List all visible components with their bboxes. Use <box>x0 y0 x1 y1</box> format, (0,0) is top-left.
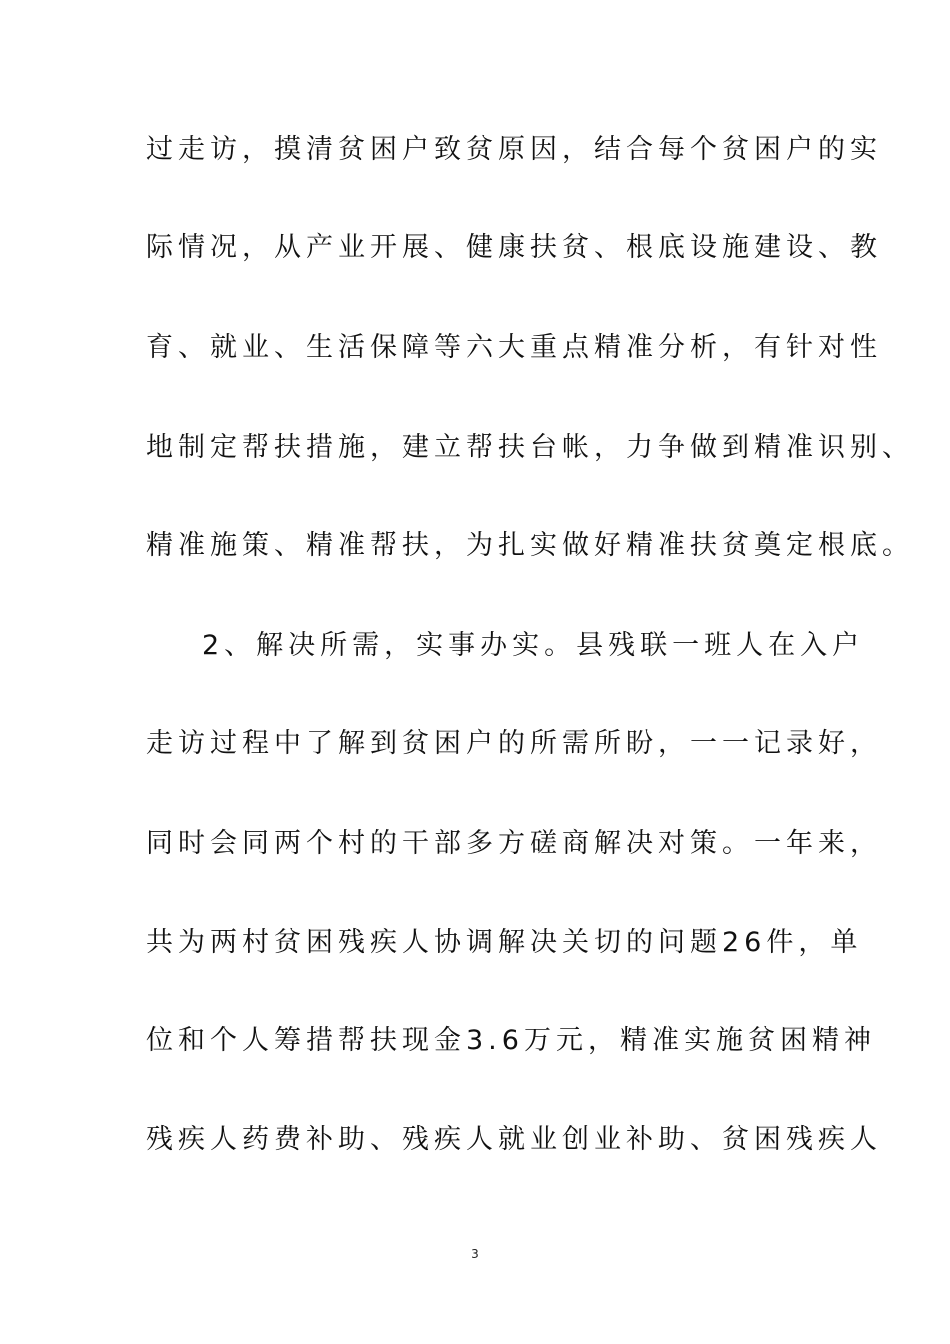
text-line: 过走访，摸清贫困户致贫原因，结合每个贫困户的实 <box>146 134 882 165</box>
text-line: 地制定帮扶措施，建立帮扶台帐，力争做到精准识别、 <box>146 432 914 463</box>
text-line: 育、就业、生活保障等六大重点精准分析，有针对性 <box>146 332 882 363</box>
page-number: 3 <box>471 1247 479 1261</box>
text-line: 共为两村贫困残疾人协调解决关切的问题26件，单 <box>146 927 863 958</box>
text-line: 同时会同两个村的干部多方磋商解决对策。一年来， <box>146 828 882 859</box>
text-line: 位和个人筹措帮扶现金3.6万元，精准实施贫困精神 <box>146 1025 876 1056</box>
text-line: 走访过程中了解到贫困户的所需所盼，一一记录好， <box>146 728 882 759</box>
section-heading-line: 2、解决所需，实事办实。县残联一班人在入户 <box>202 630 865 661</box>
text-line: 际情况，从产业开展、健康扶贫、根底设施建设、教 <box>146 232 882 263</box>
text-line: 精准施策、精准帮扶，为扎实做好精准扶贫奠定根底。 <box>146 530 914 561</box>
text-line: 残疾人药费补助、残疾人就业创业补助、贫困残疾人 <box>146 1124 882 1155</box>
